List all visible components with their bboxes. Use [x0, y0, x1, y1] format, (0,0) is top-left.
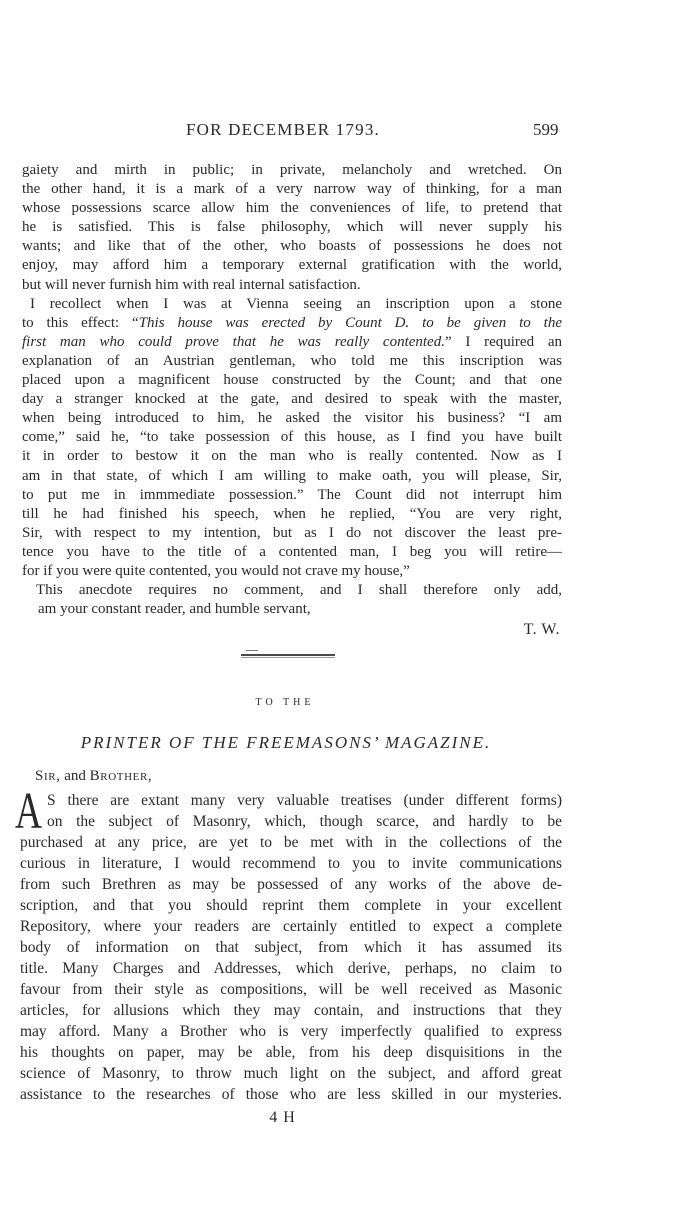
text-line: day a stranger knocked at the gate, and desired to speak with the master,: [22, 391, 562, 408]
text-line: curious in literature, I would recommend to you to invite communications: [20, 854, 562, 872]
text-line: S there are extant many very valuable treatises (under different forms): [47, 791, 562, 809]
text-line: title. Many Charges and Addresses, which derive, perhaps, no claim to: [20, 960, 562, 977]
text-line: when being introduced to him, he asked the visitor his business? “I am: [22, 410, 562, 427]
text-line: Sir, with respect to my intention, but as I do not discover the least pre-: [22, 524, 562, 541]
text-line: his thoughts on paper, may be able, from his deep disquisitions in the: [20, 1044, 562, 1062]
text-line: I recollect when I was at Vienna seeing an inscription upon a stone: [30, 295, 562, 312]
text-line: science of Masonry, to throw much light on the subject, and afford great: [20, 1065, 562, 1083]
salutation-brother: Brother,: [89, 768, 153, 784]
drop-cap: A: [15, 783, 43, 840]
letter-body: [22, 161, 562, 619]
text-line: from such Brethren as may be possessed of any works of the above de-: [20, 875, 562, 893]
running-head-title: FOR DECEMBER 1793.: [186, 120, 380, 139]
text-line: till he had finished his speech, when he replied, “You are very right,: [22, 505, 562, 522]
text-line: [22, 333, 562, 352]
line-text: to this effect: “: [22, 314, 139, 331]
letter-heading-title: PRINTER OF THE FREEMASONS’ MAGAZINE.: [80, 733, 492, 752]
salutation-sir: Sir,: [35, 768, 61, 784]
text-line: purchased at any price, are yet to be met with in the collections of the: [20, 833, 562, 851]
text-line: the other hand, it is a mark of a very narrow way of thinking, for a man: [22, 181, 562, 198]
letter-signature: T. W.: [523, 621, 560, 638]
text-line: whose possessions scarce allow him the conveniences of life, to pretend that: [22, 200, 562, 217]
inscription-text: first man who could prove that he was really contented.: [22, 333, 445, 350]
text-line: am your constant reader, and humble servant,: [38, 601, 311, 618]
text-line: on the subject of Masonry, which, though scarce, and hardly to be: [47, 812, 562, 830]
text-line: body of information on that subject, from which it has assumed its: [20, 938, 562, 956]
text-line: enjoy, may afford him a temporary external gratification with the world,: [22, 257, 562, 274]
text-line: tence you have to the title of a contented man, I beg you will retire—: [22, 543, 562, 560]
text-line: favour from their style as compositions, will be well received as Masonic: [20, 981, 562, 999]
text-line: but will never furnish him with real internal satisfaction.: [22, 276, 361, 293]
salutation-and: and: [64, 768, 86, 784]
text-line: to put me in immmediate possession.” The Count did not interrupt him: [22, 486, 562, 503]
printer-letter-body: [20, 790, 562, 1106]
text-line: wants; and like that of the other, who boasts of possessions he does not: [22, 238, 562, 255]
text-line: explanation of an Austrian gentleman, who told me this inscription was: [22, 352, 562, 369]
text-line: scription, and that you should reprint them complete in your excellent: [20, 896, 562, 914]
heading-to-the: TO THE: [255, 697, 315, 708]
text-line: gaiety and mirth in public; in private, melancholy and wretched. On: [22, 162, 562, 178]
divider-ornament: [246, 650, 258, 651]
inscription-text: This house was erected by Count D. to be given to the: [138, 314, 562, 331]
text-line: assistance to the researches of those who are less skilled in our mysteries.: [20, 1086, 562, 1104]
text-line: articles, for allusions which they may contain, and instructions that they: [20, 1002, 562, 1020]
text-line: it in order to bestow it on the man who is really contented. Now as I: [22, 448, 562, 465]
line-text: ” I required an: [444, 333, 562, 350]
text-line: may afford. Many a Brother who is very imperfectly qualified to express: [20, 1023, 562, 1041]
text-line: for if you were quite contented, you would not crave my house,”: [22, 562, 410, 579]
text-line: am in that state, of which I am willing to make oath, you will please, Sir,: [22, 467, 562, 484]
text-line: This anecdote requires no comment, and I shall therefore only add,: [36, 582, 562, 599]
signature-mark: 4 H: [269, 1109, 296, 1126]
text-line: come,” said he, “to take possession of this house, as I find you have built: [22, 429, 562, 446]
page-number: 599: [533, 120, 559, 139]
text-line: placed upon a magnificent house constructed by the Count; and that one: [22, 372, 562, 389]
text-line: [22, 314, 562, 333]
salutation: [35, 767, 152, 786]
text-line: he is satisfied. This is false philosophy, which will never supply his: [22, 219, 562, 236]
text-line: Repository, where your readers are certainly entitled to expect a complete: [20, 917, 562, 935]
section-divider: [241, 654, 335, 658]
